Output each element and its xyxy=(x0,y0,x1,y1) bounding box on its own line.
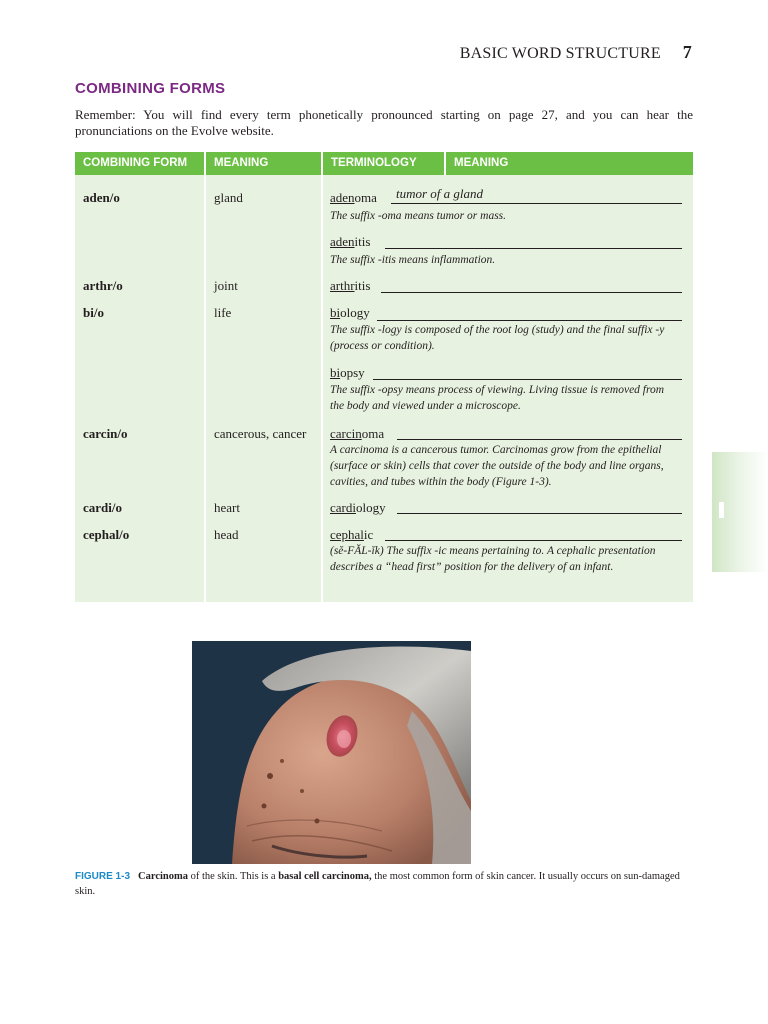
term-rest: oma xyxy=(354,190,377,205)
term xyxy=(330,234,370,250)
term-note: A carcinoma is a cancerous tumor. Carcinomas grow from the epithelial (surface or skin) cells that cover the outside of the body and line organs, cavities, and tubes within the body (Figure 1-3). xyxy=(330,444,664,488)
page-number: 7 xyxy=(682,42,692,62)
term-rest: ology xyxy=(340,305,370,320)
term-note: The suffix -oma means tumor or mass. xyxy=(330,210,507,222)
figure-label: FIGURE 1-3 xyxy=(75,871,131,882)
photo-illustration xyxy=(192,641,471,864)
header-term-meaning: MEANING xyxy=(454,157,509,169)
term xyxy=(330,278,370,294)
intro-paragraph: Remember: You will find every term phonetically pronounced starting on page 27, and you can hear the pronunciations on the Evolve website. xyxy=(75,107,693,138)
answer-blank[interactable] xyxy=(385,234,682,249)
term-root: aden xyxy=(330,234,355,249)
term-note: The suffix -itis means inflammation. xyxy=(330,254,496,266)
term-note: The suffix -logy is composed of the root log (study) and the final suffix -y (process or condition). xyxy=(330,324,665,352)
figure-skin-carcinoma-photo xyxy=(192,641,471,864)
caption-bold-term: Carcinoma xyxy=(138,871,188,882)
term xyxy=(330,190,377,206)
combining-form: carcin/o xyxy=(83,426,128,441)
term xyxy=(330,500,386,516)
header-meaning: MEANING xyxy=(214,157,269,169)
term-root: cephal xyxy=(330,527,364,542)
term-root: carcin xyxy=(330,426,362,441)
table-header xyxy=(75,152,693,175)
term-rest: ology xyxy=(355,500,386,515)
term xyxy=(330,527,373,543)
term-note: The suffix -opsy means process of viewing. Living tissue is removed from the body and viewed under a microscope. xyxy=(330,384,665,412)
caption-text: the most common form of skin cancer. It usually occurs on sun-damaged skin. xyxy=(75,871,680,897)
column-divider xyxy=(444,152,446,175)
answer-blank[interactable] xyxy=(397,499,682,514)
term-rest: itis xyxy=(354,234,371,249)
term-rest: itis xyxy=(354,278,371,293)
column-divider xyxy=(204,152,206,602)
term-root: bi xyxy=(330,365,341,380)
term-root: aden xyxy=(330,190,355,205)
chapter-marker xyxy=(719,502,724,518)
caption-text: of the skin. This is a xyxy=(187,871,279,882)
combining-form: arthr/o xyxy=(83,278,123,293)
term xyxy=(330,305,370,321)
term-rest: oma xyxy=(361,426,385,441)
term xyxy=(330,426,384,442)
term xyxy=(330,365,365,381)
column-divider xyxy=(321,152,323,602)
caption-bold-term: basal cell carcinoma, xyxy=(278,871,372,882)
combining-forms-table xyxy=(75,152,693,602)
answer-blank[interactable] xyxy=(397,425,682,440)
form-meaning: cancerous, cancer xyxy=(214,426,307,441)
term-root: arthr xyxy=(330,278,355,293)
term-root: bi xyxy=(330,305,341,320)
term-root: cardi xyxy=(330,500,356,515)
form-meaning: joint xyxy=(214,278,238,293)
combining-form: cephal/o xyxy=(83,527,130,542)
answer-blank[interactable] xyxy=(373,365,682,380)
form-meaning: gland xyxy=(214,190,243,205)
running-head xyxy=(460,42,692,63)
header-combining-form: COMBINING FORM xyxy=(83,157,188,169)
term-note: (sĕ-FĂL-ĭk) The suffix -ic means pertaining to. A cephalic presentation describes a “head first” position for the delivery of an infant. xyxy=(330,545,656,573)
figure-caption xyxy=(75,869,695,899)
answer-blank[interactable] xyxy=(377,306,682,321)
running-title: BASIC WORD STRUCTURE xyxy=(459,45,661,62)
answer-text: tumor of a gland xyxy=(396,186,484,201)
term-rest: opsy xyxy=(340,365,365,380)
term-rest: ic xyxy=(363,527,374,542)
header-terminology: TERMINOLOGY xyxy=(331,157,417,169)
answer-blank[interactable] xyxy=(381,278,682,293)
form-meaning: head xyxy=(214,527,239,542)
answer-blank[interactable] xyxy=(385,526,682,541)
form-meaning: heart xyxy=(214,500,240,515)
form-meaning: life xyxy=(214,305,232,320)
chapter-thumb-tab xyxy=(712,452,768,572)
section-title: COMBINING FORMS xyxy=(75,80,226,97)
combining-form: cardi/o xyxy=(83,500,122,515)
combining-form: aden/o xyxy=(83,190,120,205)
combining-form: bi/o xyxy=(83,305,104,320)
